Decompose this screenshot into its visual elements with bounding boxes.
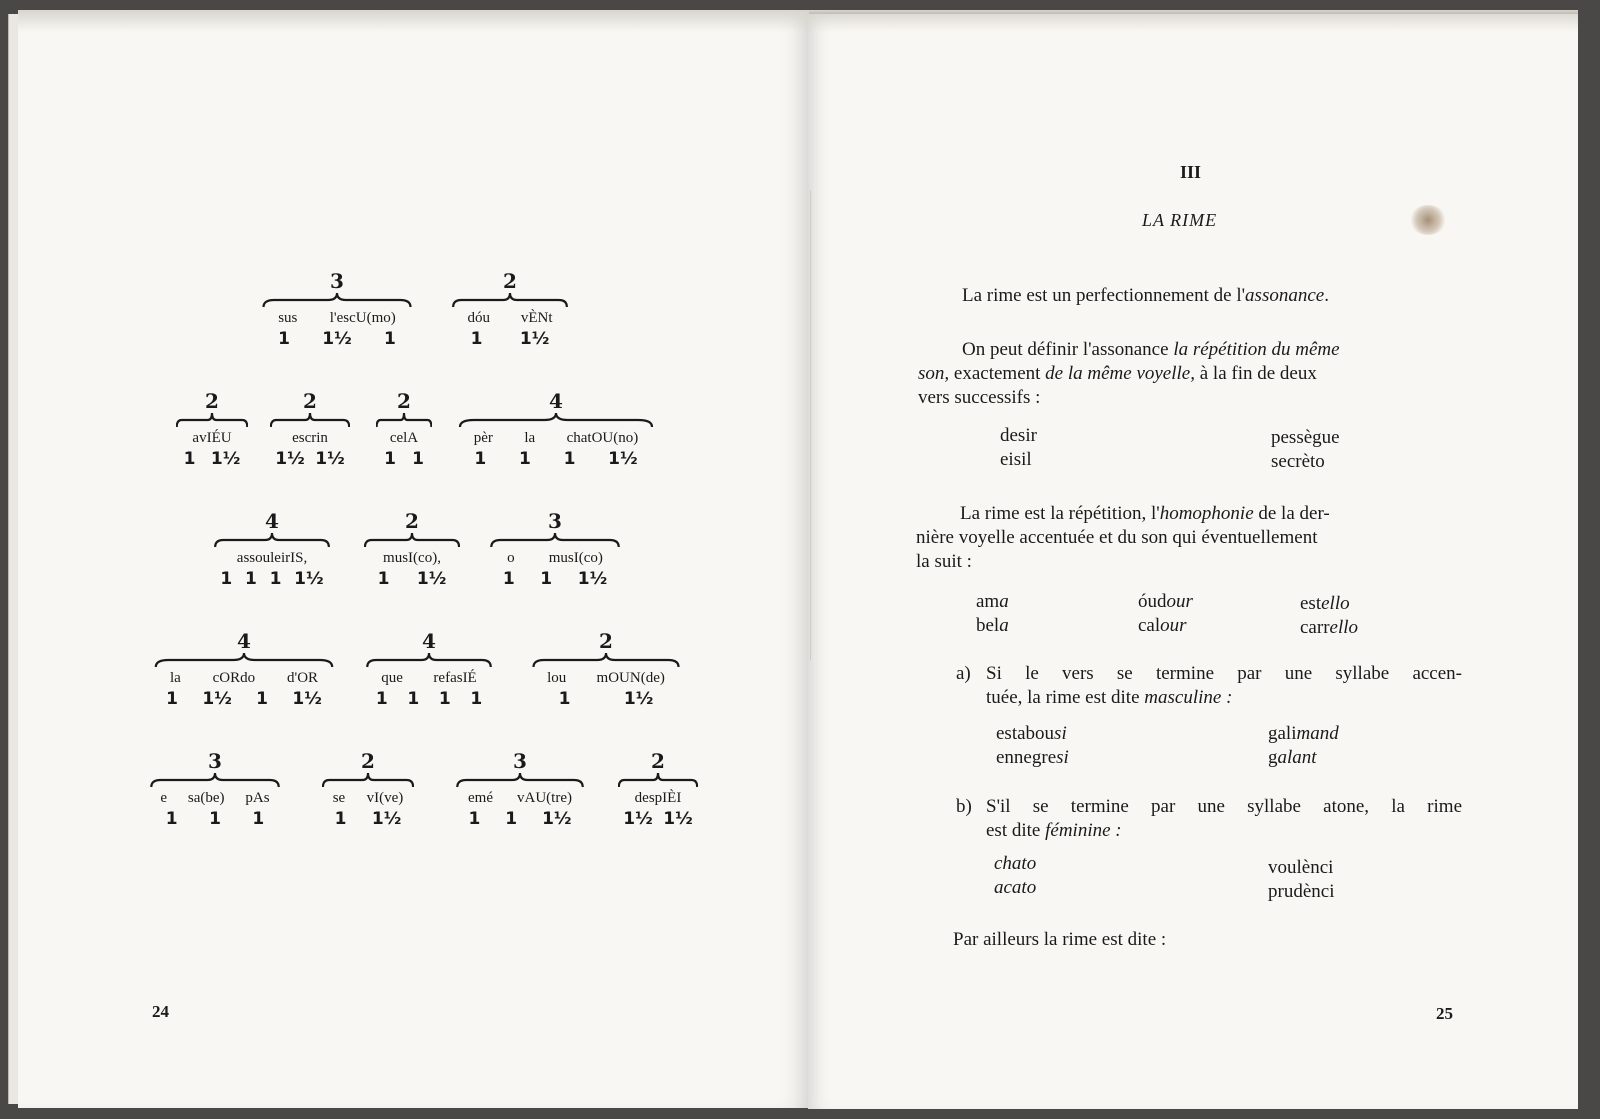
curly-brace: [376, 412, 432, 428]
word: vÈNt: [520, 310, 553, 326]
word: se: [332, 790, 346, 806]
word-ending: alant: [1277, 747, 1317, 768]
word: e: [160, 790, 168, 806]
syllable-group: [376, 390, 432, 470]
word-ending: our: [1160, 615, 1187, 636]
syllable-weight: 1½: [210, 449, 241, 469]
word: sa(be): [187, 790, 225, 806]
word-ending: ello: [1321, 593, 1350, 614]
curly-brace: [458, 412, 654, 428]
word-stem: cal: [1138, 615, 1161, 636]
syllable-weight: 1: [256, 689, 269, 709]
syllable-weight: 1: [407, 689, 420, 709]
text-italic: masculine :: [1144, 687, 1233, 708]
word-ending: si: [1056, 747, 1069, 768]
example-rime-col1: [976, 590, 1009, 638]
syllable-weight: 1½: [416, 569, 447, 589]
group-words: [376, 428, 432, 448]
word-stem: am: [976, 591, 1000, 612]
group-words: [322, 788, 414, 808]
text-line: Si le vers se termine par une syllabe accen-: [986, 663, 1462, 684]
syllable-weight: 1½: [322, 329, 352, 349]
syllable-weights: [532, 688, 680, 710]
example-word: pessègue: [1271, 427, 1340, 448]
syllable-weight: 1: [558, 689, 571, 709]
group-syllable-count: 4: [549, 389, 563, 413]
syllable-weight: 1: [244, 569, 257, 589]
syllable-weight: 1: [166, 689, 179, 709]
syllable-group: [532, 630, 680, 710]
syllable-weight: 1: [540, 569, 553, 589]
syllable-weight: 1½: [294, 569, 324, 589]
word-stem: carr: [1300, 617, 1330, 638]
word: emé: [468, 790, 493, 806]
syllable-weight: 1: [269, 569, 282, 589]
text-run: .: [1324, 285, 1329, 306]
syllable-group: [456, 750, 584, 830]
text-line: nière voyelle accentuée et du son qui éventuellement: [916, 527, 1318, 548]
curly-brace: [214, 532, 330, 548]
syllable-weights: [262, 328, 412, 350]
word: l'escU(mo): [329, 310, 396, 326]
example-assonance-left: [1000, 424, 1037, 472]
text-italic: assonance: [1245, 285, 1325, 306]
word-stem: estabou: [996, 723, 1055, 744]
syllable-weights: [154, 688, 334, 710]
syllable-weights: [322, 808, 414, 830]
group-words: [366, 668, 492, 688]
syllable-weight: 1: [278, 329, 290, 349]
word-stem: gali: [1268, 723, 1297, 744]
group-syllable-count: 3: [548, 509, 562, 533]
syllable-weight: 1: [412, 449, 424, 469]
word: refasIÉ: [433, 670, 477, 686]
chapter-title: LA RIME: [1142, 210, 1218, 230]
syllable-group: [262, 270, 412, 350]
point-b-label: b): [956, 796, 972, 817]
group-syllable-count: 3: [513, 749, 527, 773]
syllable-weights: [618, 808, 698, 830]
syllable-weight: 1: [563, 449, 576, 469]
word: mOUN(de): [596, 670, 665, 686]
syllable-weights: [366, 688, 492, 710]
syllable-weights: [150, 808, 280, 830]
word: cORdo: [212, 670, 256, 686]
word: celA: [389, 430, 419, 446]
syllable-weight: 1½: [292, 689, 322, 709]
group-words: [458, 428, 654, 448]
group-syllable-count: 2: [503, 269, 517, 293]
word: chatOU(no): [566, 430, 639, 446]
word: musI(co): [548, 550, 603, 566]
example-masculine-right: [1268, 722, 1339, 770]
word: sus: [278, 310, 298, 326]
page-number-left: 24: [152, 1002, 169, 1021]
syllable-weight: 1: [375, 689, 388, 709]
syllable-weight: 1: [384, 449, 396, 469]
text-line: S'il se termine par une syllabe atone, la rime: [986, 796, 1462, 817]
point-a-label: a): [956, 663, 971, 684]
syllable-weight: 1: [470, 689, 483, 709]
syllable-weights: [214, 568, 330, 590]
page-number-right: 25: [1436, 1004, 1453, 1023]
syllable-group: [452, 270, 568, 350]
syllable-weight: 1½: [542, 809, 572, 829]
syllable-weight: 1: [252, 809, 265, 829]
text-line: vers successifs :: [918, 387, 1041, 408]
text-line: la suit :: [916, 551, 972, 572]
word: d'OR: [287, 670, 319, 686]
word: la: [524, 430, 536, 446]
syllable-weight: 1½: [275, 449, 305, 469]
text-italic: de la même voyelle,: [1045, 363, 1195, 384]
syllable-weight: 1: [377, 569, 390, 589]
group-syllable-count: 2: [651, 749, 665, 773]
word-stem: óud: [1138, 591, 1167, 612]
syllable-weights: [490, 568, 620, 590]
word-stem: ennegre: [996, 747, 1057, 768]
text-run: tuée, la rime est dite: [986, 687, 1145, 708]
group-words: [532, 668, 680, 688]
syllable-group: [618, 750, 698, 830]
word: vAU(tre): [517, 790, 572, 806]
syllable-group: [322, 750, 414, 830]
syllable-weights: [376, 448, 432, 470]
syllable-group: [154, 630, 334, 710]
word: avIÉU: [192, 430, 232, 446]
closing-line: Par ailleurs la rime est dite :: [953, 929, 1167, 950]
group-syllable-count: 4: [265, 509, 279, 533]
curly-brace: [322, 772, 414, 788]
paragraph-assonance-definition: [918, 338, 1458, 410]
syllable-group: [366, 630, 492, 710]
text-run: est dite: [986, 820, 1046, 841]
word-ending: mand: [1296, 723, 1339, 744]
syllable-weight: 1½: [519, 329, 550, 349]
group-words: [176, 428, 248, 448]
example-rime-col2: [1138, 590, 1193, 638]
curly-brace: [176, 412, 248, 428]
word: que: [381, 670, 403, 686]
example-feminine-right: [1268, 856, 1334, 904]
text-run: On peut définir l'assonance: [962, 339, 1174, 360]
text-italic: la répétition du même: [1173, 339, 1340, 360]
group-syllable-count: 2: [405, 509, 419, 533]
text-italic: féminine :: [1045, 820, 1122, 841]
word-ending: si: [1054, 723, 1067, 744]
example-word: chato: [994, 853, 1037, 874]
syllable-weight: 1½: [371, 809, 402, 829]
syllable-weight: 1: [470, 329, 483, 349]
example-assonance-right: [1271, 426, 1340, 474]
text-run: de la der-: [1253, 503, 1330, 524]
word-stem: est: [1300, 593, 1322, 614]
group-words: [618, 788, 698, 808]
syllable-group: [364, 510, 460, 590]
syllable-weight: 1½: [577, 569, 608, 589]
group-words: [154, 668, 334, 688]
chapter-number: III: [1180, 162, 1202, 182]
syllable-weights: [176, 448, 248, 470]
text-run: exactement: [949, 363, 1046, 384]
example-word: voulènci: [1268, 857, 1334, 878]
syllable-group: [458, 390, 654, 470]
syllable-weight: 1½: [623, 809, 653, 829]
group-syllable-count: 3: [208, 749, 222, 773]
syllable-weight: 1: [383, 329, 396, 349]
curly-brace: [452, 292, 568, 308]
syllable-weight: 1: [220, 569, 233, 589]
gutter: [810, 190, 811, 660]
syllable-weight: 1: [468, 809, 481, 829]
syllable-group: [214, 510, 330, 590]
text-italic: homophonie: [1159, 503, 1254, 524]
syllable-weights: [452, 328, 568, 350]
curly-brace: [532, 652, 680, 668]
syllable-group: [176, 390, 248, 470]
curly-brace: [364, 532, 460, 548]
syllable-group: [150, 750, 280, 830]
word-ending: our: [1166, 591, 1193, 612]
word: musI(co),: [383, 550, 441, 566]
point-a-text: [986, 662, 1462, 710]
group-words: [456, 788, 584, 808]
syllable-weight: 1: [165, 809, 178, 829]
syllable-weights: [364, 568, 460, 590]
word: la: [169, 670, 181, 686]
curly-brace: [270, 412, 350, 428]
syllable-weight: 1½: [315, 449, 345, 469]
word-ending: a: [999, 615, 1009, 636]
word: assouleirIS,: [236, 550, 308, 566]
group-words: [270, 428, 350, 448]
syllable-weights: [456, 808, 584, 830]
word: o: [507, 550, 515, 566]
example-masculine-left: [996, 722, 1069, 770]
text-run: La rime est un perfectionnement de l': [962, 285, 1246, 306]
text-run: La rime est la répétition, l': [960, 503, 1160, 524]
example-word: acato: [994, 877, 1037, 898]
group-syllable-count: 4: [422, 629, 436, 653]
paragraph-assonance-intro: [962, 284, 1329, 308]
word: lou: [547, 670, 567, 686]
paragraph-rime-definition: [916, 502, 1462, 574]
syllable-weight: 1: [518, 449, 531, 469]
word: pAs: [245, 790, 270, 806]
top-shadow: [18, 10, 1578, 32]
group-syllable-count: 4: [237, 629, 251, 653]
example-feminine-left: [994, 852, 1036, 900]
word-stem: g: [1268, 747, 1278, 768]
curly-brace: [366, 652, 492, 668]
word: pèr: [473, 430, 493, 446]
syllable-weight: 1: [209, 809, 221, 829]
syllable-weight: 1½: [623, 689, 654, 709]
syllable-weight: 1½: [608, 449, 638, 469]
curly-brace: [490, 532, 620, 548]
syllable-weight: 1: [505, 809, 518, 829]
syllable-weight: 1: [183, 449, 196, 469]
syllable-weight: 1: [334, 809, 347, 829]
curly-brace: [262, 292, 412, 308]
curly-brace: [150, 772, 280, 788]
word: despIÈI: [634, 790, 682, 806]
example-word: desir: [1000, 425, 1037, 446]
word: vI(ve): [366, 790, 404, 806]
syllable-group: [270, 390, 350, 470]
word-ending: ello: [1329, 617, 1359, 638]
group-syllable-count: 2: [599, 629, 613, 653]
example-word: secrèto: [1271, 451, 1325, 472]
word-ending: a: [999, 591, 1009, 612]
text-italic: son,: [918, 363, 950, 384]
group-syllable-count: 2: [397, 389, 411, 413]
syllable-weight: 1½: [202, 689, 232, 709]
group-syllable-count: 2: [205, 389, 219, 413]
word: escrin: [292, 430, 328, 446]
example-rime-col3: [1300, 592, 1358, 640]
syllable-weights: [458, 448, 654, 470]
syllable-weights: [270, 448, 350, 470]
curly-brace: [154, 652, 334, 668]
group-words: [150, 788, 280, 808]
example-word: prudènci: [1268, 881, 1335, 902]
group-words: [364, 548, 460, 568]
curly-brace: [618, 772, 698, 788]
group-words: [490, 548, 620, 568]
group-syllable-count: 2: [303, 389, 317, 413]
text-run: à la fin de deux: [1194, 363, 1317, 384]
word-stem: bel: [976, 615, 1000, 636]
example-word: eisil: [1000, 449, 1032, 470]
syllable-weight: 1: [502, 569, 515, 589]
group-syllable-count: 2: [361, 749, 375, 773]
syllable-weight: 1: [438, 689, 451, 709]
group-words: [214, 548, 330, 568]
point-b-text: [986, 795, 1462, 843]
group-words: [452, 308, 568, 328]
group-words: [262, 308, 412, 328]
group-syllable-count: 3: [330, 269, 344, 293]
syllable-weight: 1½: [663, 809, 693, 829]
word: dóu: [467, 310, 490, 326]
curly-brace: [456, 772, 584, 788]
paper-stain: [1410, 205, 1446, 235]
syllable-group: [490, 510, 620, 590]
syllable-weight: 1: [474, 449, 487, 469]
